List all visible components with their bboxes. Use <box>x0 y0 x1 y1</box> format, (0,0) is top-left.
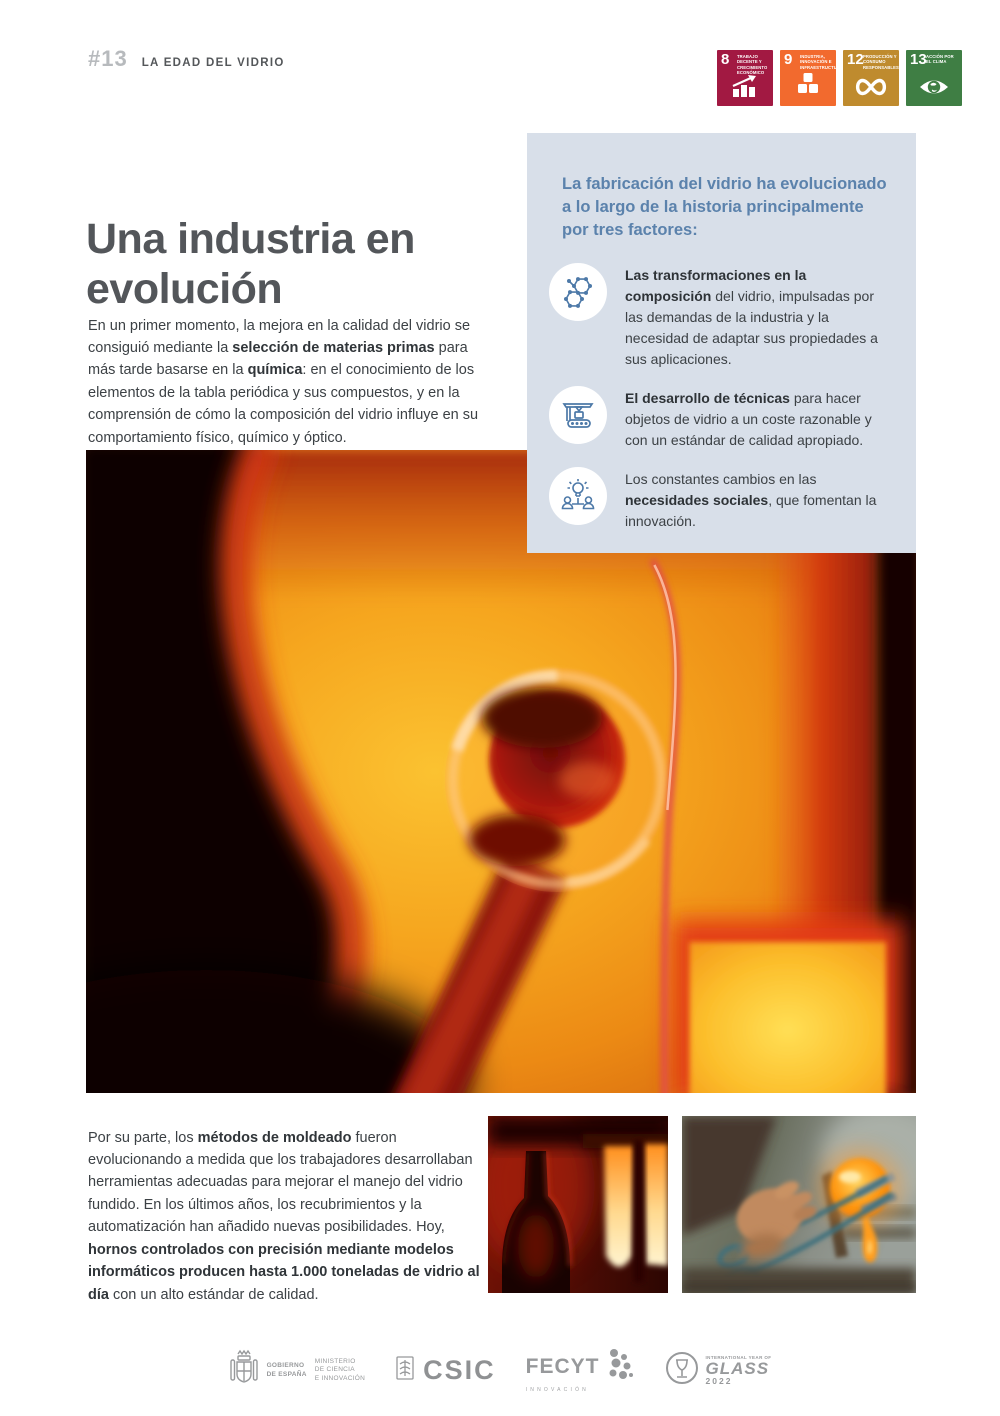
gobierno-espana-logo <box>229 1348 366 1393</box>
eye-globe-icon <box>918 76 950 103</box>
sdg-label: ACCIÓN POR EL CLIMA <box>926 54 954 65</box>
production-machine-icon <box>549 386 607 444</box>
sdg-label: INDUSTRIA, INNOVACIÓN E INFRAESTRUCTURA <box>800 54 844 70</box>
factors-panel <box>527 133 916 553</box>
issue-number: #13 <box>88 46 128 71</box>
molecule-icon <box>549 263 607 321</box>
sdg-number: 13 <box>910 51 927 68</box>
factor-text: El desarrollo de técnicas para hacer objetos de vidrio a un coste razonable y con un estándar de calidad apropiado. <box>625 390 872 449</box>
sdg-label: TRABAJO DECENTE Y CRECIMIENTO ECONÓMICO <box>737 54 768 75</box>
article-title: Una industria en evolución <box>86 214 415 313</box>
idea-people-icon <box>549 467 607 525</box>
ministerio-logo-text: MINISTERIO DE CIENCIA E INNOVACIÓN <box>314 1357 366 1382</box>
intro-paragraph: En un primer momento, la mejora en la calidad del vidrio se consiguió mediante la selección de materias primas para más tarde basarse en la química: en el conocimiento de los elementos de la tabla periódica y sus compuestos, y en la comprensión de cómo la composición del vidrio influye en su comportamiento físico, químico y óptico. <box>88 317 479 446</box>
series-title: LA EDAD DEL VIDRIO <box>141 57 285 69</box>
gobierno-logo-text: GOBIERNO DE ESPAÑA <box>266 1362 307 1378</box>
factor-item-social-needs <box>549 467 888 532</box>
csic-logo-text: CSIC <box>423 1355 496 1385</box>
sdg-badge-8 <box>717 50 773 106</box>
fecyt-logo <box>526 1348 634 1393</box>
sdg-number: 12 <box>847 51 864 68</box>
factor-item-composition <box>549 263 888 370</box>
glass2022-logo <box>664 1350 772 1391</box>
glass-year-text: 2022 <box>705 1376 733 1386</box>
fecyt-dots-icon <box>604 1348 634 1385</box>
panel-heading: La fabricación del vidrio ha evolucionado a lo largo de la historia principalmente por tres factores: <box>562 175 887 239</box>
footer-logos <box>0 1348 1000 1393</box>
sdg-badge-9 <box>780 50 844 106</box>
header <box>88 46 285 72</box>
glass-top-text: INTERNATIONAL YEAR OF <box>705 1354 772 1360</box>
glowing-bottles-photo <box>488 1116 668 1293</box>
body-paragraph: Por su parte, los métodos de moldeado fueron evolucionando a medida que los trabajadores desarrollaban herramientas adecuadas para mejorar el manejo del vidrio fundido. En los últimos años, los recubrimientos y la automatización han añadido nuevas posibilidades. Hoy, hornos controlados con precisión mediante modelos informáticos producen hasta 1.000 toneladas de vidrio al día con un alto estándar de calidad. <box>88 1129 480 1303</box>
csic-logo <box>395 1355 496 1386</box>
cubes-icon <box>795 72 821 103</box>
sdg-badge-row <box>717 50 962 106</box>
sdg-number: 9 <box>784 51 793 68</box>
shears-molten-glass-photo <box>682 1116 916 1293</box>
fecyt-subtitle: INNOVACIÓN <box>525 1387 589 1393</box>
factor-text: Las transformaciones en la composición del vidrio, impulsadas por las demandas de la industria y la necesidad de adaptar sus propiedades a sus aplicaciones. <box>625 267 878 368</box>
csic-emblem-icon <box>395 1355 415 1386</box>
sdg-label: PRODUCCIÓN Y CONSUMO RESPONSABLES <box>863 54 899 70</box>
fecyt-logo-text: FECYT <box>525 1354 600 1378</box>
sdg-badge-12 <box>843 50 899 106</box>
infinity-loop-icon <box>853 76 889 103</box>
sdg-number: 8 <box>721 51 730 68</box>
sdg-badge-13 <box>906 50 962 106</box>
factor-text: Los constantes cambios en las necesidades sociales, que fomentan la innovación. <box>625 471 877 530</box>
glass-main-text: GLASS <box>705 1359 770 1378</box>
spain-coat-of-arms-icon <box>229 1348 259 1393</box>
bar-chart-growth-icon <box>731 74 759 103</box>
factor-item-techniques <box>549 386 888 451</box>
glass-goblet-icon <box>664 1350 700 1391</box>
